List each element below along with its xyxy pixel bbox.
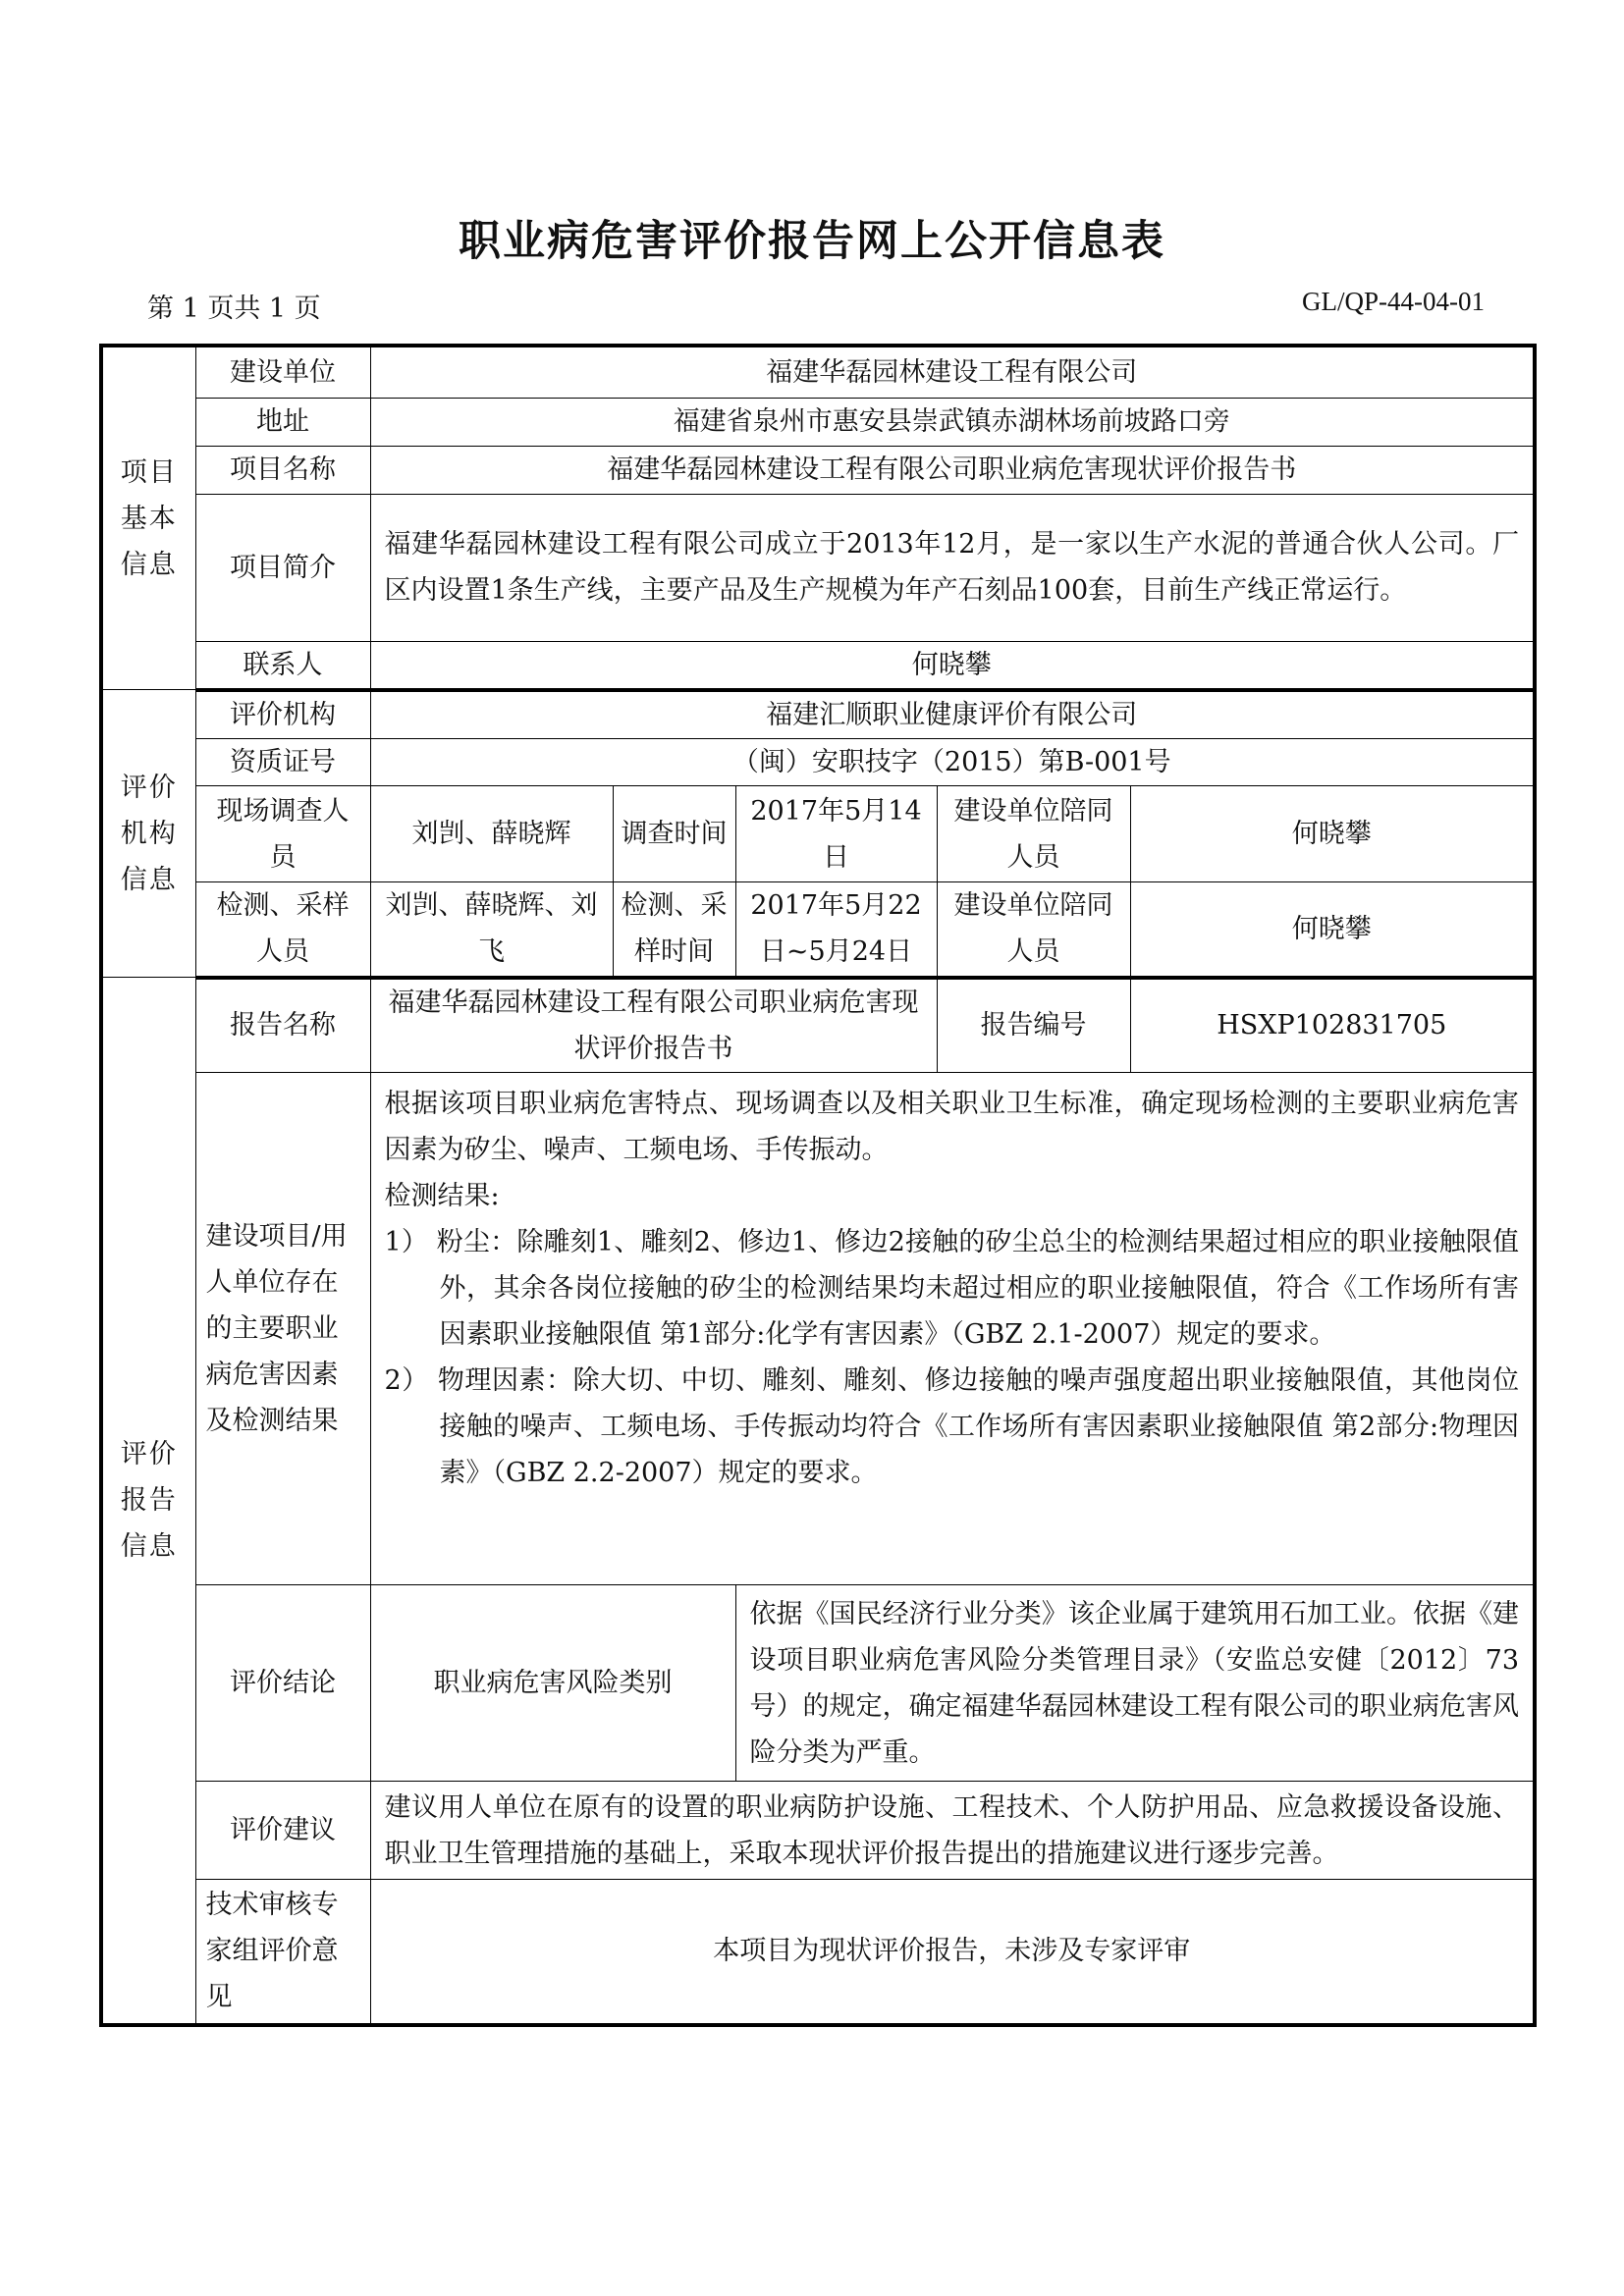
conclusion-label: 评价结论: [195, 1585, 370, 1782]
expert-label: 技术审核专家组评价意见: [195, 1880, 370, 2025]
sampling-staff-value: 刘剀、薛晓辉、刘飞: [370, 882, 613, 978]
address-label: 地址: [195, 398, 370, 446]
results-heading: 检测结果:: [384, 1181, 500, 1211]
project-name-label: 项目名称: [195, 446, 370, 494]
sampling-accompany-label: 建设单位陪同人员: [937, 882, 1130, 978]
form-code: GL/QP-44-04-01: [1302, 287, 1485, 316]
hazards-results: [370, 1073, 1535, 1585]
sampling-time-label: 检测、采样时间: [613, 882, 735, 978]
page-title: 职业病危害评价报告网上公开信息表: [459, 217, 1165, 266]
risk-category-label: 职业病危害风险类别: [370, 1585, 735, 1782]
contact-label: 联系人: [195, 641, 370, 690]
project-intro-value: 福建华磊园林建设工程有限公司成立于2013年12月，是一家以生产水泥的普通合伙人公司。厂区内设置1条生产线，主要产品及生产规模为年产石刻品100套，目前生产线正常运行。: [370, 494, 1535, 641]
agency-value: 福建汇顺职业健康评价有限公司: [370, 690, 1535, 739]
survey-time-label: 调查时间: [613, 786, 735, 882]
survey-accompany-value: 何晓攀: [1130, 786, 1535, 882]
project-name-value: 福建华磊园林建设工程有限公司职业病危害现状评价报告书: [370, 446, 1535, 494]
sampling-accompany-value: 何晓攀: [1130, 882, 1535, 978]
conclusion-value: 依据《国民经济行业分类》该企业属于建筑用石加工业。依据《建设项目职业病危害风险分类管理目录》（安监总安健〔2012〕73号）的规定，确定福建华磊园林建设工程有限公司的职业病危害风险分类为严重。: [735, 1585, 1535, 1782]
info-table: [99, 344, 1537, 2027]
project-intro-label: 项目简介: [195, 494, 370, 641]
cert-label: 资质证号: [195, 739, 370, 786]
survey-accompany-label: 建设单位陪同人员: [937, 786, 1130, 882]
survey-staff-label: 现场调查人员: [195, 786, 370, 882]
result-dust: 1） 粉尘：除雕刻1、雕刻2、修边1、修边2接触的矽尘总尘的检测结果超过相应的职业接触限值外，其余各岗位接触的矽尘的检测结果均未超过相应的职业接触限值，符合《工作场所有害因素职业接触限值 第1部分:化学有害因素》（GBZ 2.1-2007）规定的要求。: [384, 1227, 1520, 1350]
section-basic-info: 项目基本信息: [101, 346, 195, 690]
report-no-value: HSXP102831705: [1130, 978, 1535, 1073]
agency-label: 评价机构: [195, 690, 370, 739]
hazards-label: 建设项目/用人单位存在的主要职业病危害因素及检测结果: [195, 1073, 370, 1585]
report-name-label: 报告名称: [195, 978, 370, 1073]
sampling-staff-label: 检测、采样人员: [195, 882, 370, 978]
survey-time-value: 2017年5月14日: [735, 786, 937, 882]
suggestion-label: 评价建议: [195, 1782, 370, 1880]
page-count: 第 1 页共 1 页: [147, 294, 321, 324]
section-agency-info: 评价机构信息: [101, 690, 195, 978]
suggestion-value: 建议用人单位在原有的设置的职业病防护设施、工程技术、个人防护用品、应急救援设备设施、职业卫生管理措施的基础上，采取本现状评价报告提出的措施建议进行逐步完善。: [370, 1782, 1535, 1880]
builder-label: 建设单位: [195, 346, 370, 398]
report-no-label: 报告编号: [937, 978, 1130, 1073]
result-physical: 2） 物理因素：除大切、中切、雕刻、雕刻、修边接触的噪声强度超出职业接触限值，其他岗位接触的噪声、工频电场、手传振动均符合《工作场所有害因素职业接触限值 第2部分:物理因素》（GBZ 2.2-2007）规定的要求。: [384, 1365, 1520, 1488]
expert-value: 本项目为现状评价报告，未涉及专家评审: [370, 1880, 1535, 2025]
hazards-intro: 根据该项目职业病危害特点、现场调查以及相关职业卫生标准，确定现场检测的主要职业病危害因素为矽尘、噪声、工频电场、手传振动。: [384, 1089, 1520, 1165]
cert-value: （闽）安职技字（2015）第B-001号: [370, 739, 1535, 786]
address-value: 福建省泉州市惠安县崇武镇赤湖林场前坡路口旁: [370, 398, 1535, 446]
section-report-info: 评价报告信息: [101, 978, 195, 2025]
report-name-value: 福建华磊园林建设工程有限公司职业病危害现状评价报告书: [370, 978, 937, 1073]
builder-value: 福建华磊园林建设工程有限公司: [370, 346, 1535, 398]
contact-value: 何晓攀: [370, 641, 1535, 690]
survey-staff-value: 刘剀、薛晓辉: [370, 786, 613, 882]
sampling-time-value: 2017年5月22日~5月24日: [735, 882, 937, 978]
